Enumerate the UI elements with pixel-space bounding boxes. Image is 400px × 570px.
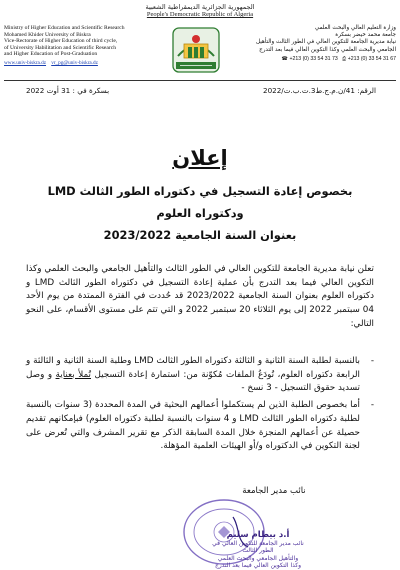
list-item-underlined: تُملأ بعناية bbox=[55, 369, 91, 380]
header-arabic-block bbox=[236, 25, 396, 63]
republic-header bbox=[0, 3, 400, 19]
document-date: بسكرة في : 31 أوت 2022 bbox=[26, 86, 110, 95]
header-divider bbox=[4, 80, 396, 81]
stamp-line: نائب مدير الجامعة للتكوين العالي في الطور الثالث bbox=[212, 539, 304, 554]
header-english-block bbox=[4, 25, 164, 67]
contact-links bbox=[4, 60, 164, 67]
stamp-line: والتأهيل الجامعي والبحث العلمي bbox=[217, 554, 299, 562]
list-item bbox=[26, 399, 374, 454]
bullet-dash: - bbox=[370, 400, 374, 411]
university-logo bbox=[170, 26, 222, 76]
phone-number: +213 (0) 33 54 31 73 bbox=[289, 55, 338, 62]
bullet-dash: - bbox=[370, 356, 374, 366]
subtitle-line: بعنوان السنة الجامعية 2023/2022 bbox=[103, 228, 297, 242]
header-english-line: Ministry of Higher Education and Scientific Research bbox=[4, 25, 125, 31]
header-arabic-line: نيابة مديرية الجامعة للتكوين العالي في الطور الثالث والتأهيل bbox=[255, 39, 396, 46]
republic-english: People's Democratic Republic of Algeria bbox=[146, 11, 254, 18]
signer-title: نائب مدير الجامعة bbox=[242, 486, 306, 496]
phone-icon: ☎ bbox=[281, 55, 288, 62]
website-link[interactable]: www.univ-biskra.dz bbox=[4, 59, 47, 66]
announcement-title: إعلان bbox=[172, 146, 228, 170]
header-arabic-line: جامعة محمد خيضر بسكرة bbox=[335, 32, 396, 39]
header-arabic-line: الجامعي والبحث العلمي وكذا التكوين العالي فيما بعد التدرج bbox=[259, 46, 396, 53]
stamp-signature-block bbox=[208, 532, 308, 570]
signature-name: أ.د بيطام سليم bbox=[226, 530, 290, 540]
list-item-tail: و وصل تسديد حقوق التسجيل - 3 نسخ - bbox=[26, 369, 360, 394]
announcement-subtitle bbox=[26, 180, 374, 246]
subtitle-line: بخصوص إعادة التسجيل في دكتوراه الطور الثالث LMD ودكتوراه العلوم bbox=[47, 184, 353, 220]
phone-fax bbox=[236, 56, 396, 63]
list-item-text: أما بخصوص الطلبة الذين لم يستكملوا أعمالهم البحثية في المدة المحددة (3 سنوات بالنسبة لطلبة دكتوراه الطور الثالث LMD و 4 سنوات بالنسبة لطلبة دكتوراه العلوم) فبإمكانهم تقديم حصيلة عن أعمالهم المنجزة خلال المدة السابقة الذكر مع تقرير المشرف والتي تُعرض على لجنة التكوين في الدكتوراه و/أو الهيئات العلمية المؤهلة. bbox=[26, 400, 360, 452]
header-english-line: of University Habilitation and Scientific Research bbox=[4, 44, 116, 51]
fax-number: +213 (0) 33 54 31 67 bbox=[347, 55, 396, 62]
reference-line bbox=[26, 86, 376, 98]
fax-icon: ⎙ bbox=[342, 55, 347, 62]
email-link[interactable]: vr_pg@univ-biskra.dz bbox=[51, 59, 98, 66]
announcement-body: تعلن نيابة مديرية الجامعة للتكوين العالي في الطور الثالث والتأهيل الجامعي والبحث العلمي وكذا التكوين العالي فيما بعد التدرج بأن عملية إعادة التسجيل في دكتوراه الطور الثالث LMD و دكتوراه العلوم بعنوان السنة الجامعية 2023/2022 قد حُددت في الفترة الممتدة من يوم الأحد 04 سبتمبر 2022 إلى يوم الثلاثاء 20 سبتمبر 2022 و التي تتم على مستوى الأقسام، على النحو التالي: bbox=[26, 264, 375, 329]
reference-number: الرقم: 41/ن.م.ج.ط3.ت.ب.ت/2022 bbox=[263, 86, 376, 95]
header-english-line: Vice-Rectorate of Higher Education of third cycle, bbox=[4, 38, 118, 45]
stamp-line: وكذا التكوين العالي فيما بعد التدرج bbox=[214, 562, 302, 569]
list-item-text: بالنسبة لطلبة السنة الثانية و الثالثة دكتوراه الطور الثالث LMD وطلبة السنة الثانية و الثالثة و الرابعة دكتوراه العلوم، تُودَعُ الملفات مُكوّنة من: استمارة إعادة التسجيل bbox=[26, 356, 361, 380]
republic-arabic: الجمهورية الجزائرية الديمقراطية الشعبية bbox=[145, 3, 255, 11]
header-english-line: Mohamed Khider University of Biskra bbox=[4, 31, 91, 38]
header-arabic-line: وزارة التعليم العالي والبحث العلمي bbox=[314, 25, 396, 31]
header-english-line: and Higher Education of Post-Graduation bbox=[4, 51, 98, 58]
conditions-list bbox=[26, 355, 374, 457]
list-item bbox=[26, 355, 374, 396]
